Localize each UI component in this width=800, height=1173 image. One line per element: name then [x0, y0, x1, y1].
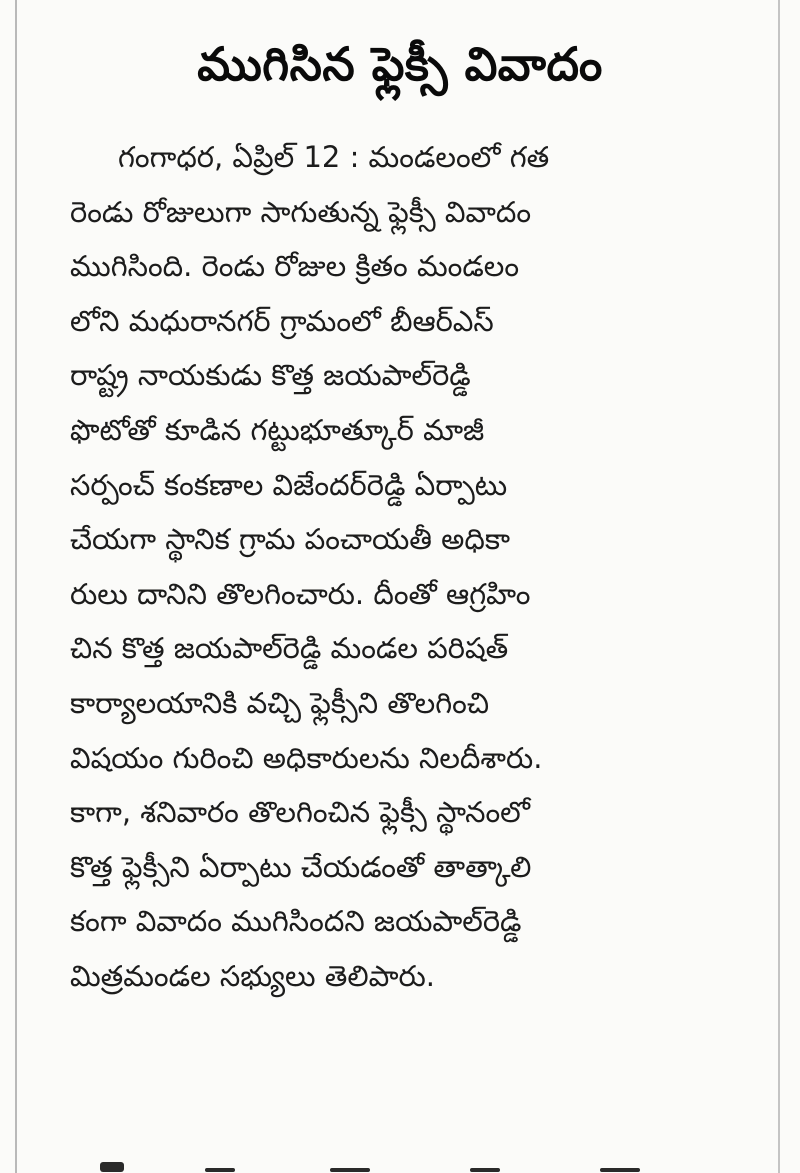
- article-line: కాగా, శనివారం తొలగించిన ఫ్లెక్సీ స్థానంలో: [70, 795, 531, 830]
- article-line: కొత్త ఫ్లెక్సీని ఏర్పాటు చేయడంతో తాత్కాలి: [70, 849, 532, 884]
- article-line: విషయం గురించి అధికారులను నిలదీశారు.: [70, 740, 543, 775]
- article-line: లోని మధురానగర్ గ్రామంలో బీఆర్ఎస్: [70, 303, 494, 338]
- next-article-cutoff: [0, 1158, 800, 1173]
- cutoff-text-fragment: [100, 1162, 124, 1172]
- column-divider-left: [15, 0, 17, 1173]
- article-headline: ముగిసిన ఫ్లెక్సీ వివాదం: [197, 37, 603, 91]
- article-line: ముగిసింది. రెండు రోజుల క్రితం మండలం: [70, 249, 520, 284]
- article-line: రెండు రోజులుగా సాగుతున్న ఫ్లెక్సీ వివాదం: [70, 194, 532, 229]
- article-line: రాష్ట్ర నాయకుడు కొత్త జయపాల్‌రెడ్డి: [70, 358, 471, 393]
- article-line: మిత్రమండల సభ్యులు తెలిపారు.: [70, 958, 435, 993]
- article-line: చేయగా స్థానిక గ్రామ పంచాయతీ అధికా: [70, 522, 511, 557]
- article-line: కంగా వివాదం ముగిసిందని జయపాల్‌రెడ్డి: [70, 904, 522, 939]
- article-line: రులు దానిని తొలగించారు. దీంతో ఆగ్రహిం: [70, 576, 531, 611]
- article-line: సర్పంచ్ కంకణాల విజేందర్‌రెడ్డి ఏర్పాటు: [70, 467, 508, 502]
- cutoff-text-fragment: [470, 1168, 500, 1172]
- article-line: చిన కొత్త జయపాల్‌రెడ్డి మండల పరిషత్: [70, 631, 509, 666]
- cutoff-text-fragment: [330, 1168, 370, 1172]
- news-article: [70, 28, 730, 1004]
- column-divider-right: [778, 0, 780, 1173]
- article-body: [70, 130, 730, 1004]
- article-line: గంగాధర, ఏప్రిల్ 12 : మండలంలో గత: [118, 140, 550, 174]
- cutoff-text-fragment: [600, 1168, 640, 1172]
- article-line: ఫొటోతో కూడిన గట్టుభూత్కూర్ మాజీ: [70, 412, 485, 447]
- cutoff-text-fragment: [205, 1168, 235, 1172]
- article-line: కార్యాలయానికి వచ్చి ఫ్లెక్సీని తొలగించి: [70, 685, 490, 720]
